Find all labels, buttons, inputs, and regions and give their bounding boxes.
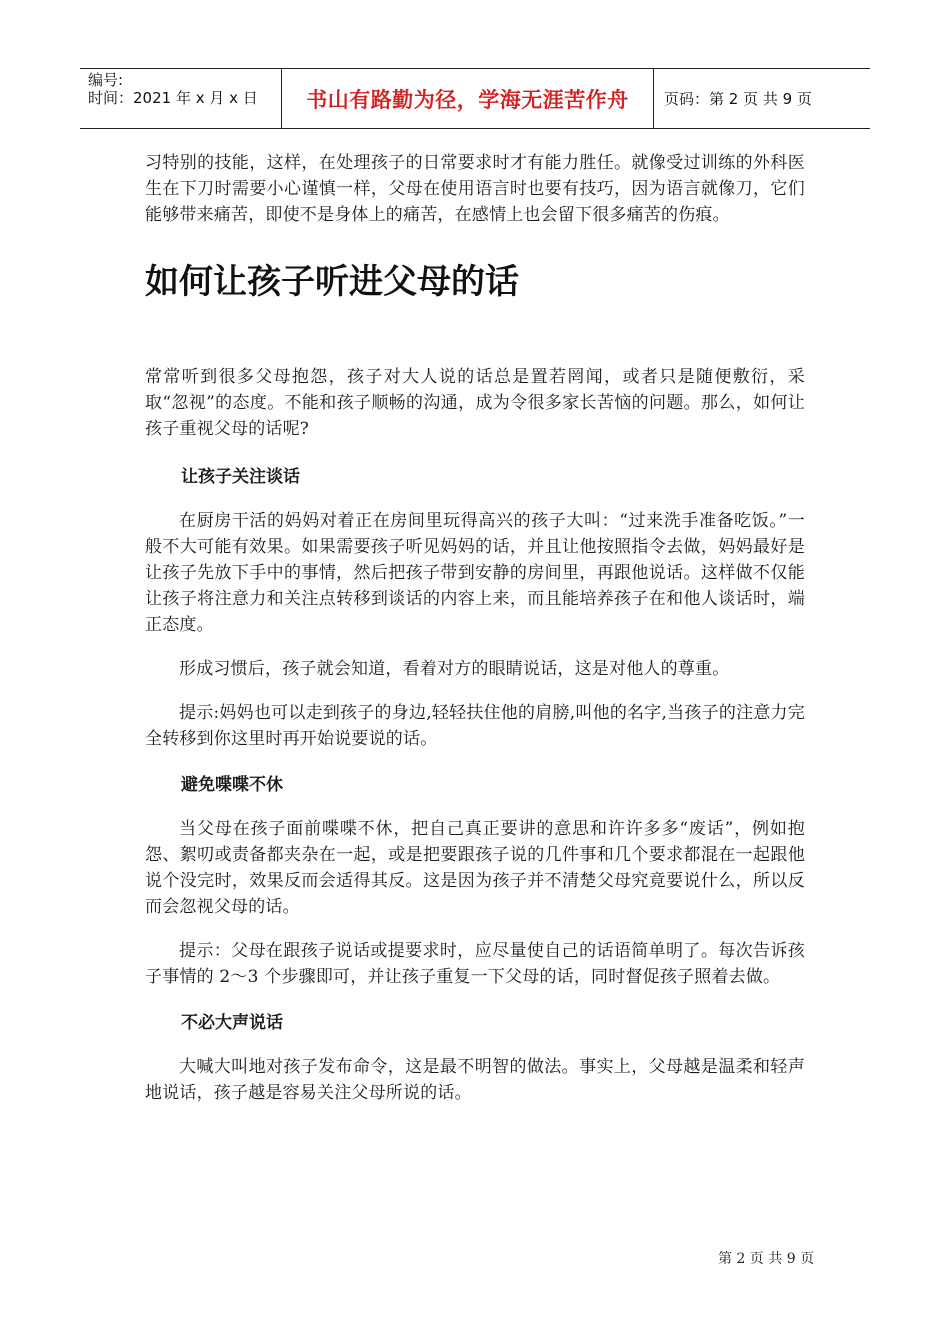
section-heading-1: 让孩子关注谈话 [181, 467, 300, 487]
paragraph-3: 形成习惯后，孩子就会知道，看着对方的眼睛说话，这是对他人的尊重。 [179, 659, 730, 679]
paragraph-5: 当父母在孩子面前喋喋不休，把自己真正要讲的意思和许许多多“废话”，例如抱怨、絮叨或责备都夹杂在一起，或是把要跟孩子说的几件事和几个要求都混在一起跟他说个没完时，效果反而会适得其反。这是因为孩子并不清楚父母究竟要说什么，所以反而会忽视父母的话。 [145, 819, 805, 917]
section-heading-3: 不必大声说话 [181, 1013, 283, 1033]
header-meta [80, 69, 282, 128]
page-footer: 第 2 页 共 9 页 [718, 1251, 815, 1267]
page-header [80, 68, 870, 129]
paragraph-1: 常常听到很多父母抱怨，孩子对大人说的话总是置若罔闻，或者只是随便敷衍，采取“忽视”的态度。不能和孩子顺畅的沟通，成为令很多家长苦恼的问题。那么，如何让孩子重视父母的话呢? [145, 367, 805, 439]
paragraph-6: 提示：父母在跟孩子说话或提要求时，应尽量使自己的话语简单明了。每次告诉孩子事情的 2～3 个步骤即可，并让孩子重复一下父母的话，同时督促孩子照着去做。 [145, 941, 805, 987]
article-title: 如何让孩子听进父母的话 [145, 262, 519, 302]
paragraph-4: 提示:妈妈也可以走到孩子的身边,轻轻扶住他的肩膀,叫他的名字,当孩子的注意力完全转移到你这里时再开始说要说的话。 [145, 703, 805, 749]
header-page-number: 页码：第 2 页 共 9 页 [664, 90, 812, 108]
paragraph-2: 在厨房干活的妈妈对着正在房间里玩得高兴的孩子大叫：“过来洗手准备吃饭。”一般不大可能有效果。如果需要孩子听见妈妈的话，并且让他按照指令去做，妈妈最好是让孩子先放下手中的事情，然后把孩子带到安静的房间里，再跟他说话。这样做不仅能让孩子将注意力和关注点转移到谈话的内容上来，而且能培养孩子在和他人谈话时，端正态度。 [145, 511, 805, 635]
header-motto: 书山有路勤为径，学海无涯苦作舟 [282, 69, 654, 128]
section-heading-2: 避免喋喋不休 [181, 775, 283, 795]
document-body [145, 150, 805, 1106]
time-label: 时间：2021 年 x 月 x 日 [88, 89, 258, 107]
paragraph-7: 大喊大叫地对孩子发布命令，这是最不明智的做法。事实上，父母越是温柔和轻声地说话，孩子越是容易关注父母所说的话。 [145, 1057, 805, 1103]
serial-label: 编号: [88, 71, 124, 89]
intro-paragraph: 习特别的技能，这样，在处理孩子的日常要求时才有能力胜任。就像受过训练的外科医生在下刀时需要小心谨慎一样，父母在使用语言时也要有技巧，因为语言就像刀，它们能够带来痛苦，即使不是身体上的痛苦，在感情上也会留下很多痛苦的伤痕。 [145, 153, 805, 225]
